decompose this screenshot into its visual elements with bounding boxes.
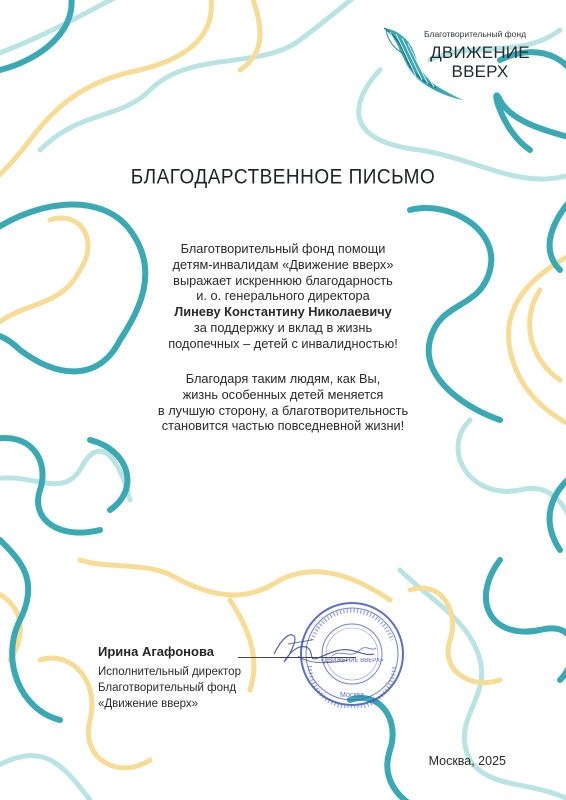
signatory-role-line: «Движение вверх» [98,698,199,710]
body-line: детям-инвалидам «Движение вверх» [172,256,394,272]
body-line: в лучшую сторону, а благотворительность [157,402,409,418]
signatory-role-line: Исполнительный директор [98,666,241,678]
handwritten-signature [268,618,378,678]
body-line: подопечных – детей с инвалидностью! [168,335,398,351]
body-line: выражает искреннюю благодарность [173,272,393,288]
stamp-center-text: «ДВИЖЕНИЕ ВВЕРХ» [320,658,384,664]
body-line: Благотворительный фонд помощи [180,241,386,256]
stamp-city: Москва [340,692,364,699]
signatory-role [98,664,241,712]
body-line: жизнь особенных детей меняется [182,386,384,402]
logo-name-line2: ВВЕРХ [451,62,509,81]
logo-name-line1: ДВИЖЕНИЕ [430,43,530,62]
logo-caption: Благотворительный фонд [424,29,527,39]
place-and-date: Москва, 2025 [428,754,506,768]
body-paragraph-2 [83,371,483,434]
foundation-logo [380,20,550,100]
body-line: за поддержку и вклад в жизнь [193,319,373,335]
body-line: становится частью повседневной жизни! [161,418,405,434]
document-title: БЛАГОДАРСТВЕННОЕ ПИСЬМО [130,165,436,190]
logo-name [424,43,536,81]
signatory-name: Ирина Агафонова [98,644,214,659]
signatory-role-line: Благотворительный фонд [98,682,237,694]
body-line: Благодаря таким людям, как Вы, [185,371,381,386]
body-line: и. о. генерального директора [196,288,370,304]
body-paragraph-1 [83,241,483,352]
recipient-name: Линеву Константину Николаевичу [174,304,392,320]
